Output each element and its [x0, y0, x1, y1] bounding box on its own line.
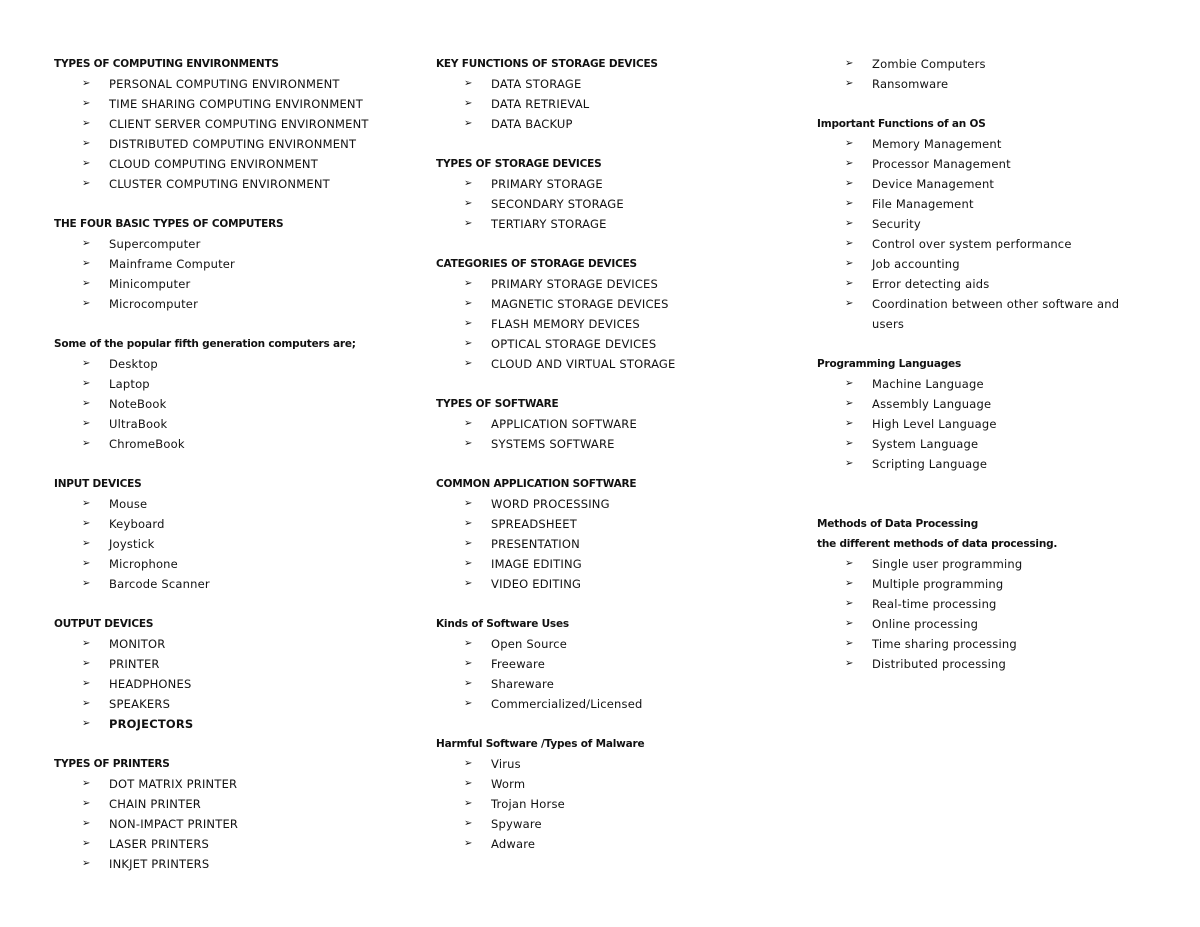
list-item-text: File Management [872, 197, 974, 211]
item-list [436, 274, 796, 374]
arrow-bullet-icon: ➢ [845, 238, 854, 249]
list-item [817, 174, 1147, 194]
list-item-text: DATA RETRIEVAL [491, 97, 590, 111]
arrow-bullet-icon: ➢ [464, 338, 473, 349]
arrow-bullet-icon: ➢ [845, 658, 854, 669]
list-item-text: TERTIARY STORAGE [491, 217, 607, 231]
list-item-text: LASER PRINTERS [109, 837, 210, 851]
list-item-text: CLOUD COMPUTING ENVIRONMENT [109, 157, 318, 171]
list-item-text: SECONDARY STORAGE [491, 197, 624, 211]
arrow-bullet-icon: ➢ [464, 198, 473, 209]
list-item-text: Time sharing processing [872, 637, 1017, 651]
list-item [817, 414, 1147, 434]
arrow-bullet-icon: ➢ [845, 378, 854, 389]
list-item [54, 534, 414, 554]
list-item-text: ChromeBook [109, 437, 185, 451]
arrow-bullet-icon: ➢ [464, 118, 473, 129]
list-item [817, 74, 1147, 94]
list-item-text: Job accounting [872, 257, 960, 271]
list-item-text: CHAIN PRINTER [109, 797, 201, 811]
arrow-bullet-icon: ➢ [845, 438, 854, 449]
arrow-bullet-icon: ➢ [82, 258, 91, 269]
list-item-text: Adware [491, 837, 536, 851]
item-list [817, 554, 1147, 674]
item-list [436, 754, 796, 854]
list-item [436, 334, 796, 354]
arrow-bullet-icon: ➢ [464, 838, 473, 849]
arrow-bullet-icon: ➢ [82, 678, 91, 689]
list-item [436, 694, 796, 714]
list-item [54, 794, 414, 814]
list-item-text: CLIENT SERVER COMPUTING ENVIRONMENT [109, 117, 369, 131]
list-item [436, 214, 796, 234]
list-item [54, 774, 414, 794]
list-item-text: Virus [491, 757, 521, 771]
list-item [54, 834, 414, 854]
section [54, 474, 414, 594]
section-heading: Kinds of Software Uses [436, 618, 569, 630]
list-item [54, 694, 414, 714]
list-item-text: CLUSTER COMPUTING ENVIRONMENT [109, 177, 330, 191]
list-item [436, 554, 796, 574]
list-item [436, 414, 796, 434]
arrow-bullet-icon: ➢ [464, 278, 473, 289]
malware-list-continued [817, 54, 1147, 94]
item-list [436, 494, 796, 594]
column-left [54, 54, 414, 894]
list-item [54, 114, 414, 134]
list-item [436, 674, 796, 694]
arrow-bullet-icon: ➢ [82, 398, 91, 409]
list-item [54, 254, 414, 274]
arrow-bullet-icon: ➢ [82, 298, 91, 309]
list-item [436, 794, 796, 814]
list-item [817, 394, 1147, 414]
list-item [436, 114, 796, 134]
section [436, 614, 796, 714]
list-item [54, 554, 414, 574]
list-item-text: PERSONAL COMPUTING ENVIRONMENT [109, 77, 340, 91]
arrow-bullet-icon: ➢ [464, 778, 473, 789]
list-item [436, 194, 796, 214]
arrow-bullet-icon: ➢ [845, 418, 854, 429]
arrow-bullet-icon: ➢ [464, 318, 473, 329]
item-list [436, 174, 796, 234]
section-heading: KEY FUNCTIONS OF STORAGE DEVICES [436, 58, 658, 70]
list-item [817, 234, 1147, 254]
list-item [817, 54, 1147, 74]
item-list [54, 354, 414, 454]
list-item-text: Joystick [109, 537, 155, 551]
section-heading: THE FOUR BASIC TYPES OF COMPUTERS [54, 218, 284, 230]
section [54, 614, 414, 734]
list-item [436, 94, 796, 114]
list-item-text: Coordination between other software and users [872, 297, 1120, 331]
list-item [817, 194, 1147, 214]
list-item-text: DATA BACKUP [491, 117, 573, 131]
arrow-bullet-icon: ➢ [82, 578, 91, 589]
arrow-bullet-icon: ➢ [464, 758, 473, 769]
list-item [817, 254, 1147, 274]
list-item-text: WORD PROCESSING [491, 497, 610, 511]
list-item-text: PRIMARY STORAGE [491, 177, 603, 191]
arrow-bullet-icon: ➢ [82, 658, 91, 669]
list-item [436, 74, 796, 94]
list-item [817, 154, 1147, 174]
arrow-bullet-icon: ➢ [845, 258, 854, 269]
list-item-text: SPREADSHEET [491, 517, 577, 531]
list-item-text: Security [872, 217, 921, 231]
arrow-bullet-icon: ➢ [82, 518, 91, 529]
section-data-processing [817, 514, 1147, 674]
section [436, 734, 796, 854]
list-item-text: SPEAKERS [109, 697, 171, 711]
list-item [817, 454, 1147, 474]
arrow-bullet-icon: ➢ [82, 718, 91, 729]
item-list [54, 74, 414, 194]
list-item [436, 814, 796, 834]
arrow-bullet-icon: ➢ [845, 578, 854, 589]
arrow-bullet-icon: ➢ [464, 698, 473, 709]
arrow-bullet-icon: ➢ [82, 278, 91, 289]
section-heading: TYPES OF STORAGE DEVICES [436, 158, 602, 170]
list-item [436, 434, 796, 454]
arrow-bullet-icon: ➢ [464, 638, 473, 649]
list-item [54, 494, 414, 514]
section [54, 334, 414, 454]
list-item-text: UltraBook [109, 417, 168, 431]
list-item [54, 354, 414, 374]
list-item [54, 634, 414, 654]
list-item-text: Desktop [109, 357, 158, 371]
list-item [54, 854, 414, 874]
list-item [436, 314, 796, 334]
arrow-bullet-icon: ➢ [464, 578, 473, 589]
arrow-bullet-icon: ➢ [82, 98, 91, 109]
section-heading: TYPES OF PRINTERS [54, 758, 170, 770]
list-item-text: Mouse [109, 497, 148, 511]
list-item-text: Real-time processing [872, 597, 997, 611]
list-item-text: IMAGE EDITING [491, 557, 582, 571]
list-item [54, 714, 414, 734]
arrow-bullet-icon: ➢ [845, 178, 854, 189]
list-item [54, 154, 414, 174]
list-item [54, 74, 414, 94]
arrow-bullet-icon: ➢ [464, 418, 473, 429]
list-item [436, 534, 796, 554]
list-item [436, 514, 796, 534]
arrow-bullet-icon: ➢ [82, 158, 91, 169]
list-item-text: MAGNETIC STORAGE DEVICES [491, 297, 669, 311]
list-item-text: Control over system performance [872, 237, 1072, 251]
list-item-text: Error detecting aids [872, 277, 990, 291]
arrow-bullet-icon: ➢ [82, 138, 91, 149]
list-item [436, 754, 796, 774]
list-item [54, 814, 414, 834]
item-list [817, 374, 1147, 474]
arrow-bullet-icon: ➢ [82, 358, 91, 369]
list-item-text: Distributed processing [872, 657, 1006, 671]
arrow-bullet-icon: ➢ [845, 398, 854, 409]
list-item [54, 394, 414, 414]
list-item [436, 174, 796, 194]
list-item-text: Minicomputer [109, 277, 191, 291]
arrow-bullet-icon: ➢ [845, 638, 854, 649]
list-item-text: Microphone [109, 557, 178, 571]
list-item [436, 494, 796, 514]
list-item [54, 174, 414, 194]
list-item-text: Microcomputer [109, 297, 199, 311]
section-subheading: the different methods of data processing. [817, 538, 1058, 550]
list-item-text: Memory Management [872, 137, 1002, 151]
section-heading: Some of the popular fifth generation computers are; [54, 338, 356, 350]
list-item-text: APPLICATION SOFTWARE [491, 417, 637, 431]
section-heading: Harmful Software /Types of Malware [436, 738, 645, 750]
arrow-bullet-icon: ➢ [845, 138, 854, 149]
list-item-text: Scripting Language [872, 457, 988, 471]
arrow-bullet-icon: ➢ [82, 818, 91, 829]
arrow-bullet-icon: ➢ [464, 678, 473, 689]
list-item-text: Worm [491, 777, 526, 791]
item-list [54, 234, 414, 314]
arrow-bullet-icon: ➢ [464, 798, 473, 809]
item-list [436, 74, 796, 134]
section [436, 154, 796, 234]
list-item [436, 634, 796, 654]
list-item-text: Supercomputer [109, 237, 201, 251]
arrow-bullet-icon: ➢ [464, 78, 473, 89]
arrow-bullet-icon: ➢ [82, 838, 91, 849]
arrow-bullet-icon: ➢ [82, 798, 91, 809]
item-list [436, 634, 796, 714]
arrow-bullet-icon: ➢ [845, 558, 854, 569]
list-item [817, 434, 1147, 454]
arrow-bullet-icon: ➢ [464, 558, 473, 569]
list-item-text: Spyware [491, 817, 542, 831]
list-item-text: PRIMARY STORAGE DEVICES [491, 277, 659, 291]
list-item-text: INKJET PRINTERS [109, 857, 210, 871]
list-item-text: Shareware [491, 677, 554, 691]
list-item-text: NoteBook [109, 397, 167, 411]
arrow-bullet-icon: ➢ [82, 178, 91, 189]
arrow-bullet-icon: ➢ [82, 78, 91, 89]
list-item [817, 614, 1147, 634]
list-item [436, 294, 796, 314]
arrow-bullet-icon: ➢ [845, 618, 854, 629]
list-item [817, 214, 1147, 234]
list-item [436, 574, 796, 594]
section [54, 214, 414, 314]
arrow-bullet-icon: ➢ [464, 498, 473, 509]
list-item [817, 594, 1147, 614]
list-item-text: Processor Management [872, 157, 1011, 171]
list-item-text: PRINTER [109, 657, 160, 671]
list-item-text: Laptop [109, 377, 150, 391]
section-heading: COMMON APPLICATION SOFTWARE [436, 478, 637, 490]
section-heading: Important Functions of an OS [817, 118, 986, 130]
column-middle [436, 54, 796, 874]
arrow-bullet-icon: ➢ [82, 558, 91, 569]
arrow-bullet-icon: ➢ [845, 58, 854, 69]
arrow-bullet-icon: ➢ [464, 298, 473, 309]
list-item-text: Keyboard [109, 517, 165, 531]
arrow-bullet-icon: ➢ [464, 218, 473, 229]
section [436, 254, 796, 374]
list-item-text: Commercialized/Licensed [491, 697, 643, 711]
list-item-text: Barcode Scanner [109, 577, 210, 591]
list-item [817, 654, 1147, 674]
list-item [817, 574, 1147, 594]
list-item-text: VIDEO EDITING [491, 577, 582, 591]
arrow-bullet-icon: ➢ [845, 458, 854, 469]
section [54, 754, 414, 874]
arrow-bullet-icon: ➢ [82, 378, 91, 389]
column-right [817, 54, 1147, 694]
list-item-text: Freeware [491, 657, 546, 671]
section-heading: Methods of Data Processing [817, 518, 979, 530]
list-item [817, 274, 1147, 294]
list-item-text: PROJECTORS [109, 717, 194, 731]
arrow-bullet-icon: ➢ [464, 518, 473, 529]
arrow-bullet-icon: ➢ [464, 438, 473, 449]
list-item [54, 94, 414, 114]
list-item-text: DATA STORAGE [491, 77, 582, 91]
list-item [436, 654, 796, 674]
list-item [54, 134, 414, 154]
section [54, 54, 414, 194]
list-item [817, 634, 1147, 654]
arrow-bullet-icon: ➢ [82, 778, 91, 789]
list-item-text: Multiple programming [872, 577, 1004, 591]
list-item-text: NON-IMPACT PRINTER [109, 817, 239, 831]
list-item [54, 274, 414, 294]
arrow-bullet-icon: ➢ [845, 598, 854, 609]
list-item-text: TIME SHARING COMPUTING ENVIRONMENT [109, 97, 363, 111]
section [436, 474, 796, 594]
list-item-text: Open Source [491, 637, 568, 651]
list-item [817, 554, 1147, 574]
list-item-text: Device Management [872, 177, 995, 191]
list-item [817, 134, 1147, 154]
list-item [54, 414, 414, 434]
section-heading: TYPES OF SOFTWARE [436, 398, 559, 410]
list-item [54, 234, 414, 254]
section [817, 354, 1147, 474]
arrow-bullet-icon: ➢ [82, 238, 91, 249]
list-item-text: HEADPHONES [109, 677, 192, 691]
list-item [54, 434, 414, 454]
arrow-bullet-icon: ➢ [845, 278, 854, 289]
list-item [54, 514, 414, 534]
list-item-text: High Level Language [872, 417, 997, 431]
arrow-bullet-icon: ➢ [464, 358, 473, 369]
arrow-bullet-icon: ➢ [464, 658, 473, 669]
list-item [54, 574, 414, 594]
arrow-bullet-icon: ➢ [82, 638, 91, 649]
list-item [436, 834, 796, 854]
arrow-bullet-icon: ➢ [845, 158, 854, 169]
arrow-bullet-icon: ➢ [464, 98, 473, 109]
list-item-text: CLOUD AND VIRTUAL STORAGE [491, 357, 676, 371]
list-item-text: Online processing [872, 617, 979, 631]
arrow-bullet-icon: ➢ [82, 858, 91, 869]
arrow-bullet-icon: ➢ [82, 438, 91, 449]
list-item-text: OPTICAL STORAGE DEVICES [491, 337, 657, 351]
list-item [817, 294, 1147, 334]
list-item [436, 354, 796, 374]
arrow-bullet-icon: ➢ [464, 178, 473, 189]
arrow-bullet-icon: ➢ [82, 698, 91, 709]
list-item-text: Assembly Language [872, 397, 992, 411]
item-list [54, 774, 414, 874]
list-item-text: Trojan Horse [491, 797, 565, 811]
section-heading: OUTPUT DEVICES [54, 618, 154, 630]
item-list [436, 414, 796, 454]
item-list [817, 134, 1147, 334]
section [436, 54, 796, 134]
list-item [54, 374, 414, 394]
list-item-text: Machine Language [872, 377, 984, 391]
list-item-text: PRESENTATION [491, 537, 580, 551]
list-item [436, 274, 796, 294]
list-item-text: Ransomware [872, 77, 949, 91]
section [436, 394, 796, 454]
arrow-bullet-icon: ➢ [845, 298, 854, 309]
section-heading: TYPES OF COMPUTING ENVIRONMENTS [54, 58, 279, 70]
arrow-bullet-icon: ➢ [845, 78, 854, 89]
list-item-text: Zombie Computers [872, 57, 986, 71]
section [817, 114, 1147, 334]
section-heading: Programming Languages [817, 358, 962, 370]
arrow-bullet-icon: ➢ [845, 218, 854, 229]
list-item-text: DOT MATRIX PRINTER [109, 777, 238, 791]
arrow-bullet-icon: ➢ [82, 118, 91, 129]
arrow-bullet-icon: ➢ [82, 418, 91, 429]
list-item [54, 674, 414, 694]
section-heading: INPUT DEVICES [54, 478, 142, 490]
list-item-text: System Language [872, 437, 979, 451]
arrow-bullet-icon: ➢ [845, 198, 854, 209]
arrow-bullet-icon: ➢ [82, 498, 91, 509]
list-item-text: Mainframe Computer [109, 257, 235, 271]
list-item-text: Single user programming [872, 557, 1023, 571]
list-item [54, 294, 414, 314]
item-list [54, 494, 414, 594]
list-item [817, 374, 1147, 394]
list-item-text: SYSTEMS SOFTWARE [491, 437, 615, 451]
arrow-bullet-icon: ➢ [464, 538, 473, 549]
list-item [54, 654, 414, 674]
item-list [54, 634, 414, 734]
arrow-bullet-icon: ➢ [82, 538, 91, 549]
arrow-bullet-icon: ➢ [464, 818, 473, 829]
list-item-text: MONITOR [109, 637, 166, 651]
list-item-text: DISTRIBUTED COMPUTING ENVIRONMENT [109, 137, 357, 151]
section-heading: CATEGORIES OF STORAGE DEVICES [436, 258, 637, 270]
list-item-text: FLASH MEMORY DEVICES [491, 317, 640, 331]
list-item [436, 774, 796, 794]
